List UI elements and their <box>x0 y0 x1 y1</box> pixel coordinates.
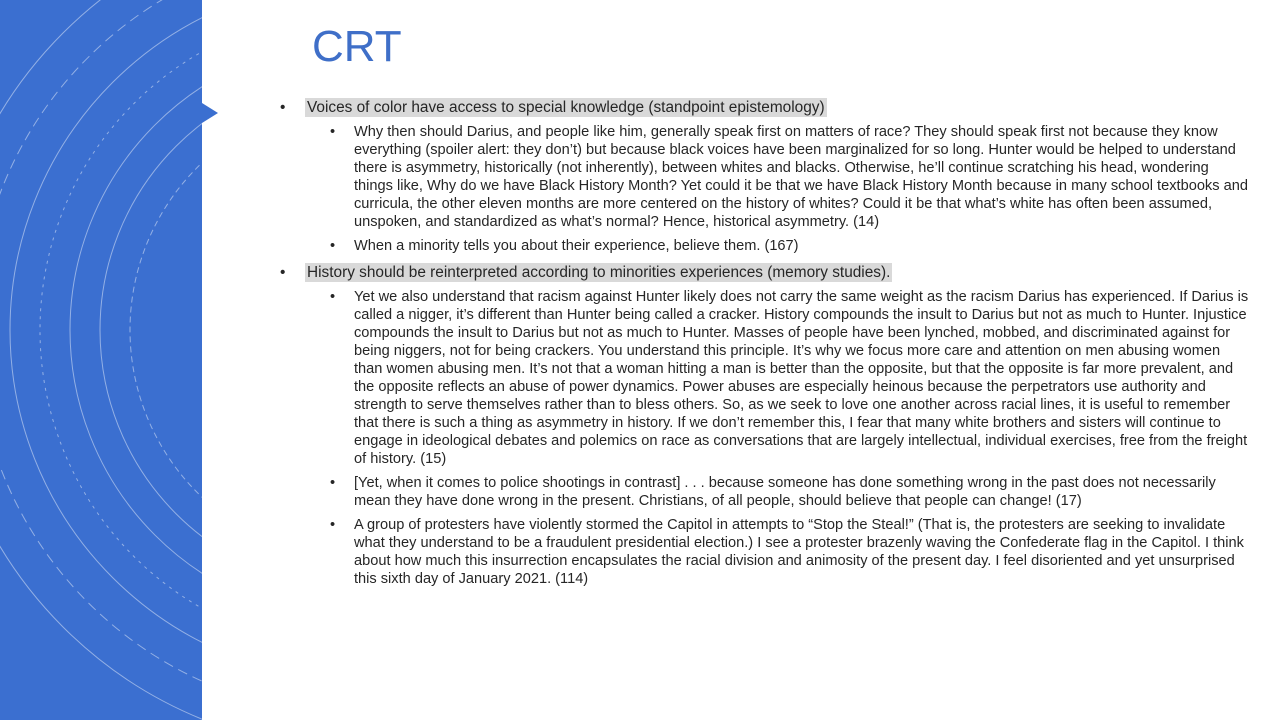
bullet-icon: • <box>330 238 336 254</box>
bullet-icon: • <box>280 264 286 281</box>
section-heading-text: History should be reinterpreted according to minorities experiences (memory studies). <box>307 264 891 281</box>
quote-text: [Yet, when it comes to police shootings in contrast] . . . because someone has done something wrong in the past does not necessarily mean they have done wrong in the present. Christians, of all people, should believe that people can change! (17) <box>354 475 1216 509</box>
section-heading <box>280 98 1250 117</box>
bullet-icon: • <box>330 124 336 140</box>
quote-text: A group of protesters have violently stormed the Capitol in attempts to “Stop the Steal!” (That is, the protesters are seeking to invalidate what they understand to be a fraudulent presidential election.) I see a protester brazenly waving the Confederate flag in the Capitol. I think about how much this insurrection encapsulates the racial division and animosity of the present day. I feel disoriented and yet unsurprised this sixth day of January 2021. (114) <box>354 517 1244 587</box>
quote-bullet <box>330 516 1250 588</box>
bullet-icon: • <box>330 289 336 305</box>
slide-title: CRT <box>312 22 402 71</box>
quote-text: Yet we also understand that racism against Hunter likely does not carry the same weight as the racism Darius has experienced. If Darius is called a nigger, it’s different than Hunter being called a cracker. History compounds the insult to Darius but not as much to Hunter. Injustice compounds the insult to Darius but not as much to Hunter. Masses of people have been lynched, mobbed, and discriminated against for being niggers, not for being crackers. You understand this principle. It’s why we focus more care and attention on men abusing women than women abusing men. It’s not that a woman hitting a man is better than the opposite, but that the opposite is far more prevalent, and the opposite reflects an abuse of power dynamics. Power abuses are especially heinous because the perpetrators use authority and strength to serve themselves rather than to bless others. So, as we seek to love one another across racial lines, it is useful to remember that there is such a thing as asymmetry in history. If we don’t remember this, I fear that many white brothers and sisters will continue to engage in ideological debates and polemics on race as conversations that are largely intellectual, individual exercises, free from the freight of history. (15) <box>354 289 1249 467</box>
section-heading-text: Voices of color have access to special knowledge (standpoint epistemology) <box>307 99 825 116</box>
quote-bullet <box>330 237 1250 255</box>
quote-bullet <box>330 288 1250 468</box>
quote-bullet <box>330 474 1250 510</box>
bullet-icon: • <box>330 475 336 491</box>
bullet-icon: • <box>280 99 286 116</box>
quote-text: Why then should Darius, and people like him, generally speak first on matters of race? They should speak first not because they know everything (spoiler alert: they don’t) but because black voices have been marginalized for so long. Hunter would be helped to understand there is asymmetry, historically (not inherently), between whites and blacks. Otherwise, he’ll continue scratching his head, wondering things like, Why do we have Black History Month? Yet could it be that we have Black History Month because in many school textbooks and curricula, the other eleven months are more centered on the history of whites? Could it be that what’s white has often been assumed, unspoken, and standardized as what’s normal? Hence, historical asymmetry. (14) <box>354 124 1248 230</box>
bullet-icon: • <box>330 517 336 533</box>
section-heading <box>280 263 1250 282</box>
slide-content <box>0 98 1280 588</box>
quote-text: When a minority tells you about their experience, believe them. (167) <box>354 238 799 254</box>
quote-bullet <box>330 123 1250 231</box>
